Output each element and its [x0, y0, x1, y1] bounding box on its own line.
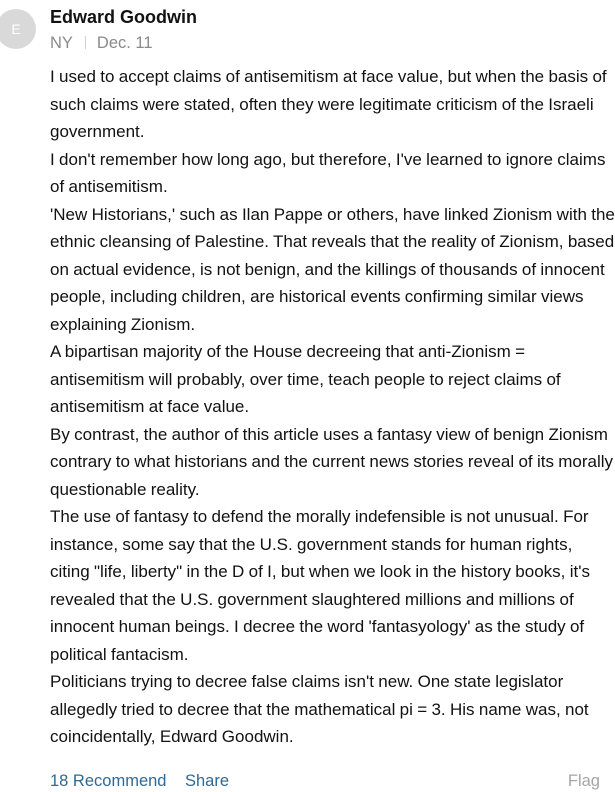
avatar: [0, 9, 36, 49]
comment-paragraph: I don't remember how long ago, but therefore, I've learned to ignore claims of antisemitism.: [50, 149, 610, 196]
comment-date: Dec. 11: [96, 34, 153, 52]
comment-author: Edward Goodwin: [50, 7, 197, 27]
recommend-button[interactable]: 18 Recommend: [50, 772, 167, 790]
flag-button[interactable]: Flag: [567, 772, 600, 790]
comment-paragraph: By contrast, the author of this article uses a fantasy view of benign Zionism contrary to what historians and the current news stories reveal of its morally questionable reality.: [50, 424, 614, 499]
comment-paragraph: A bipartisan majority of the House decreeing that anti-Zionism = antisemitism will probably, over time, teach people to reject claims of antisemitism at face value.: [50, 342, 565, 416]
comment-paragraph: I used to accept claims of antisemitism at face value, but when the basis of such claims were stated, often they were legitimate criticism of the Israeli government.: [50, 67, 611, 141]
comment-paragraph: The use of fantasy to defend the morally indefensible is not unusual. For instance, some say that the U.S. government stands for human rights, citing "life, liberty" in the D of I, but when we look in the history books, it's revealed that the U.S. government slaughtered millions and millions of innocent human beings. I decree the word 'fantasyology' as the study of political fantacism.: [50, 507, 595, 664]
share-button[interactable]: Share: [185, 772, 230, 790]
comment-location: NY: [50, 34, 73, 52]
comment-paragraph: 'New Historians,' such as Ilan Pappe or others, have linked Zionism with the ethnic cleansing of Palestine. That reveals that the reality of Zionism, based on actual evidence, is not benign, and the killings of thousands of innocent people, including children, are historical events confirming similar views explaining Zionism.: [50, 204, 615, 334]
comment-body: [50, 63, 615, 751]
comment-paragraph: Politicians trying to decree false claims isn't new. One state legislator allegedly tried to decree that the mathematical pi = 3. His name was, not coincidentally, Edward Goodwin.: [50, 672, 593, 746]
meta-divider: [85, 36, 86, 49]
comment-meta: [50, 34, 153, 53]
avatar-initial: E: [11, 21, 21, 37]
